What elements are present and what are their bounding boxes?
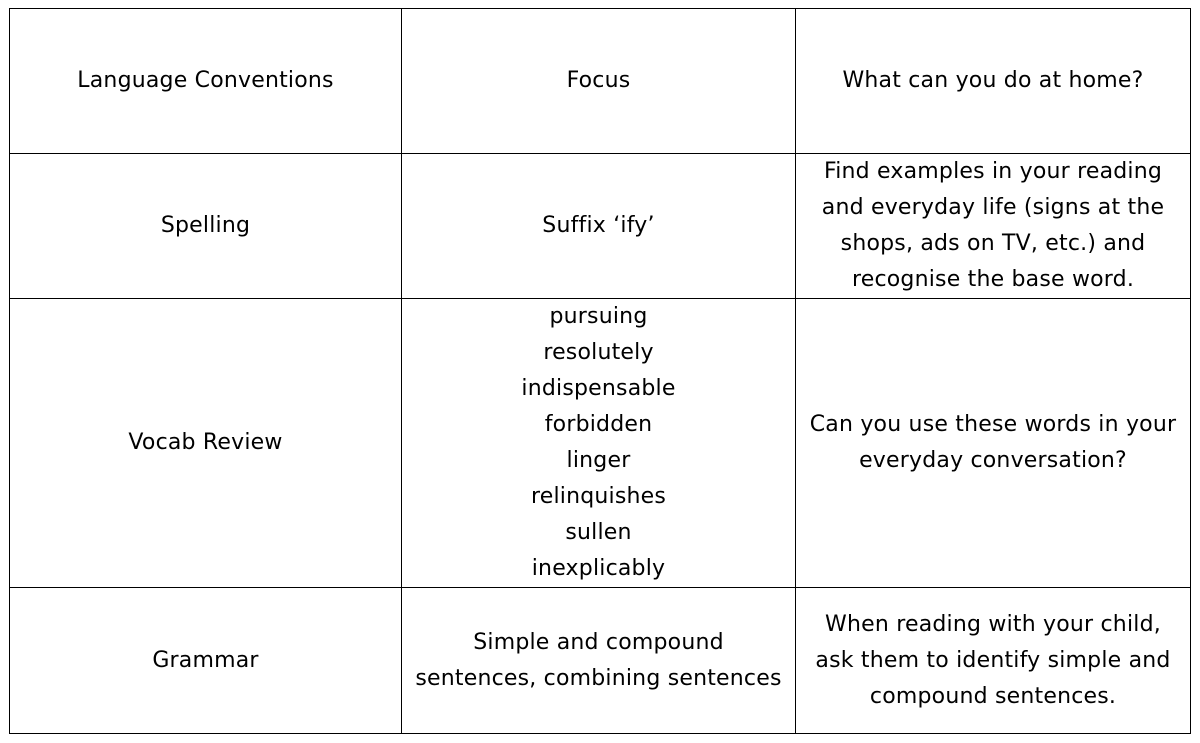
focus-vocab-review [402,299,796,588]
category-spelling: Spelling [10,154,402,299]
category-grammar: Grammar [10,588,402,734]
vocab-word: forbidden [544,412,653,437]
header-what-can-you-do-at-home: What can you do at home? [796,9,1191,154]
vocab-word: sullen [565,520,632,545]
table-header-row [10,9,1191,154]
language-conventions-table [9,8,1191,734]
vocab-word: pursuing [549,304,648,329]
vocab-word: resolutely [543,340,654,365]
category-vocab-review: Vocab Review [10,299,402,588]
header-language-conventions: Language Conventions [10,9,402,154]
home-grammar: When reading with your child, ask them to identify simple and compound sentences. [796,588,1191,734]
header-focus: Focus [402,9,796,154]
vocab-word: linger [566,448,631,473]
home-spelling: Find examples in your reading and everyday life (signs at the shops, ads on TV, etc.) and recognise the base word. [796,154,1191,299]
home-vocab-review: Can you use these words in your everyday conversation? [796,299,1191,588]
table-row-spelling [10,154,1191,299]
vocab-word: relinquishes [530,484,667,509]
focus-grammar: Simple and compound sentences, combining sentences [402,588,796,734]
vocab-word: indispensable [521,376,676,401]
focus-spelling: Suffix ‘ify’ [402,154,796,299]
table-row-vocab-review [10,299,1191,588]
vocab-word: inexplicably [531,556,666,581]
table-row-grammar [10,588,1191,734]
vocab-word-list [412,299,785,587]
